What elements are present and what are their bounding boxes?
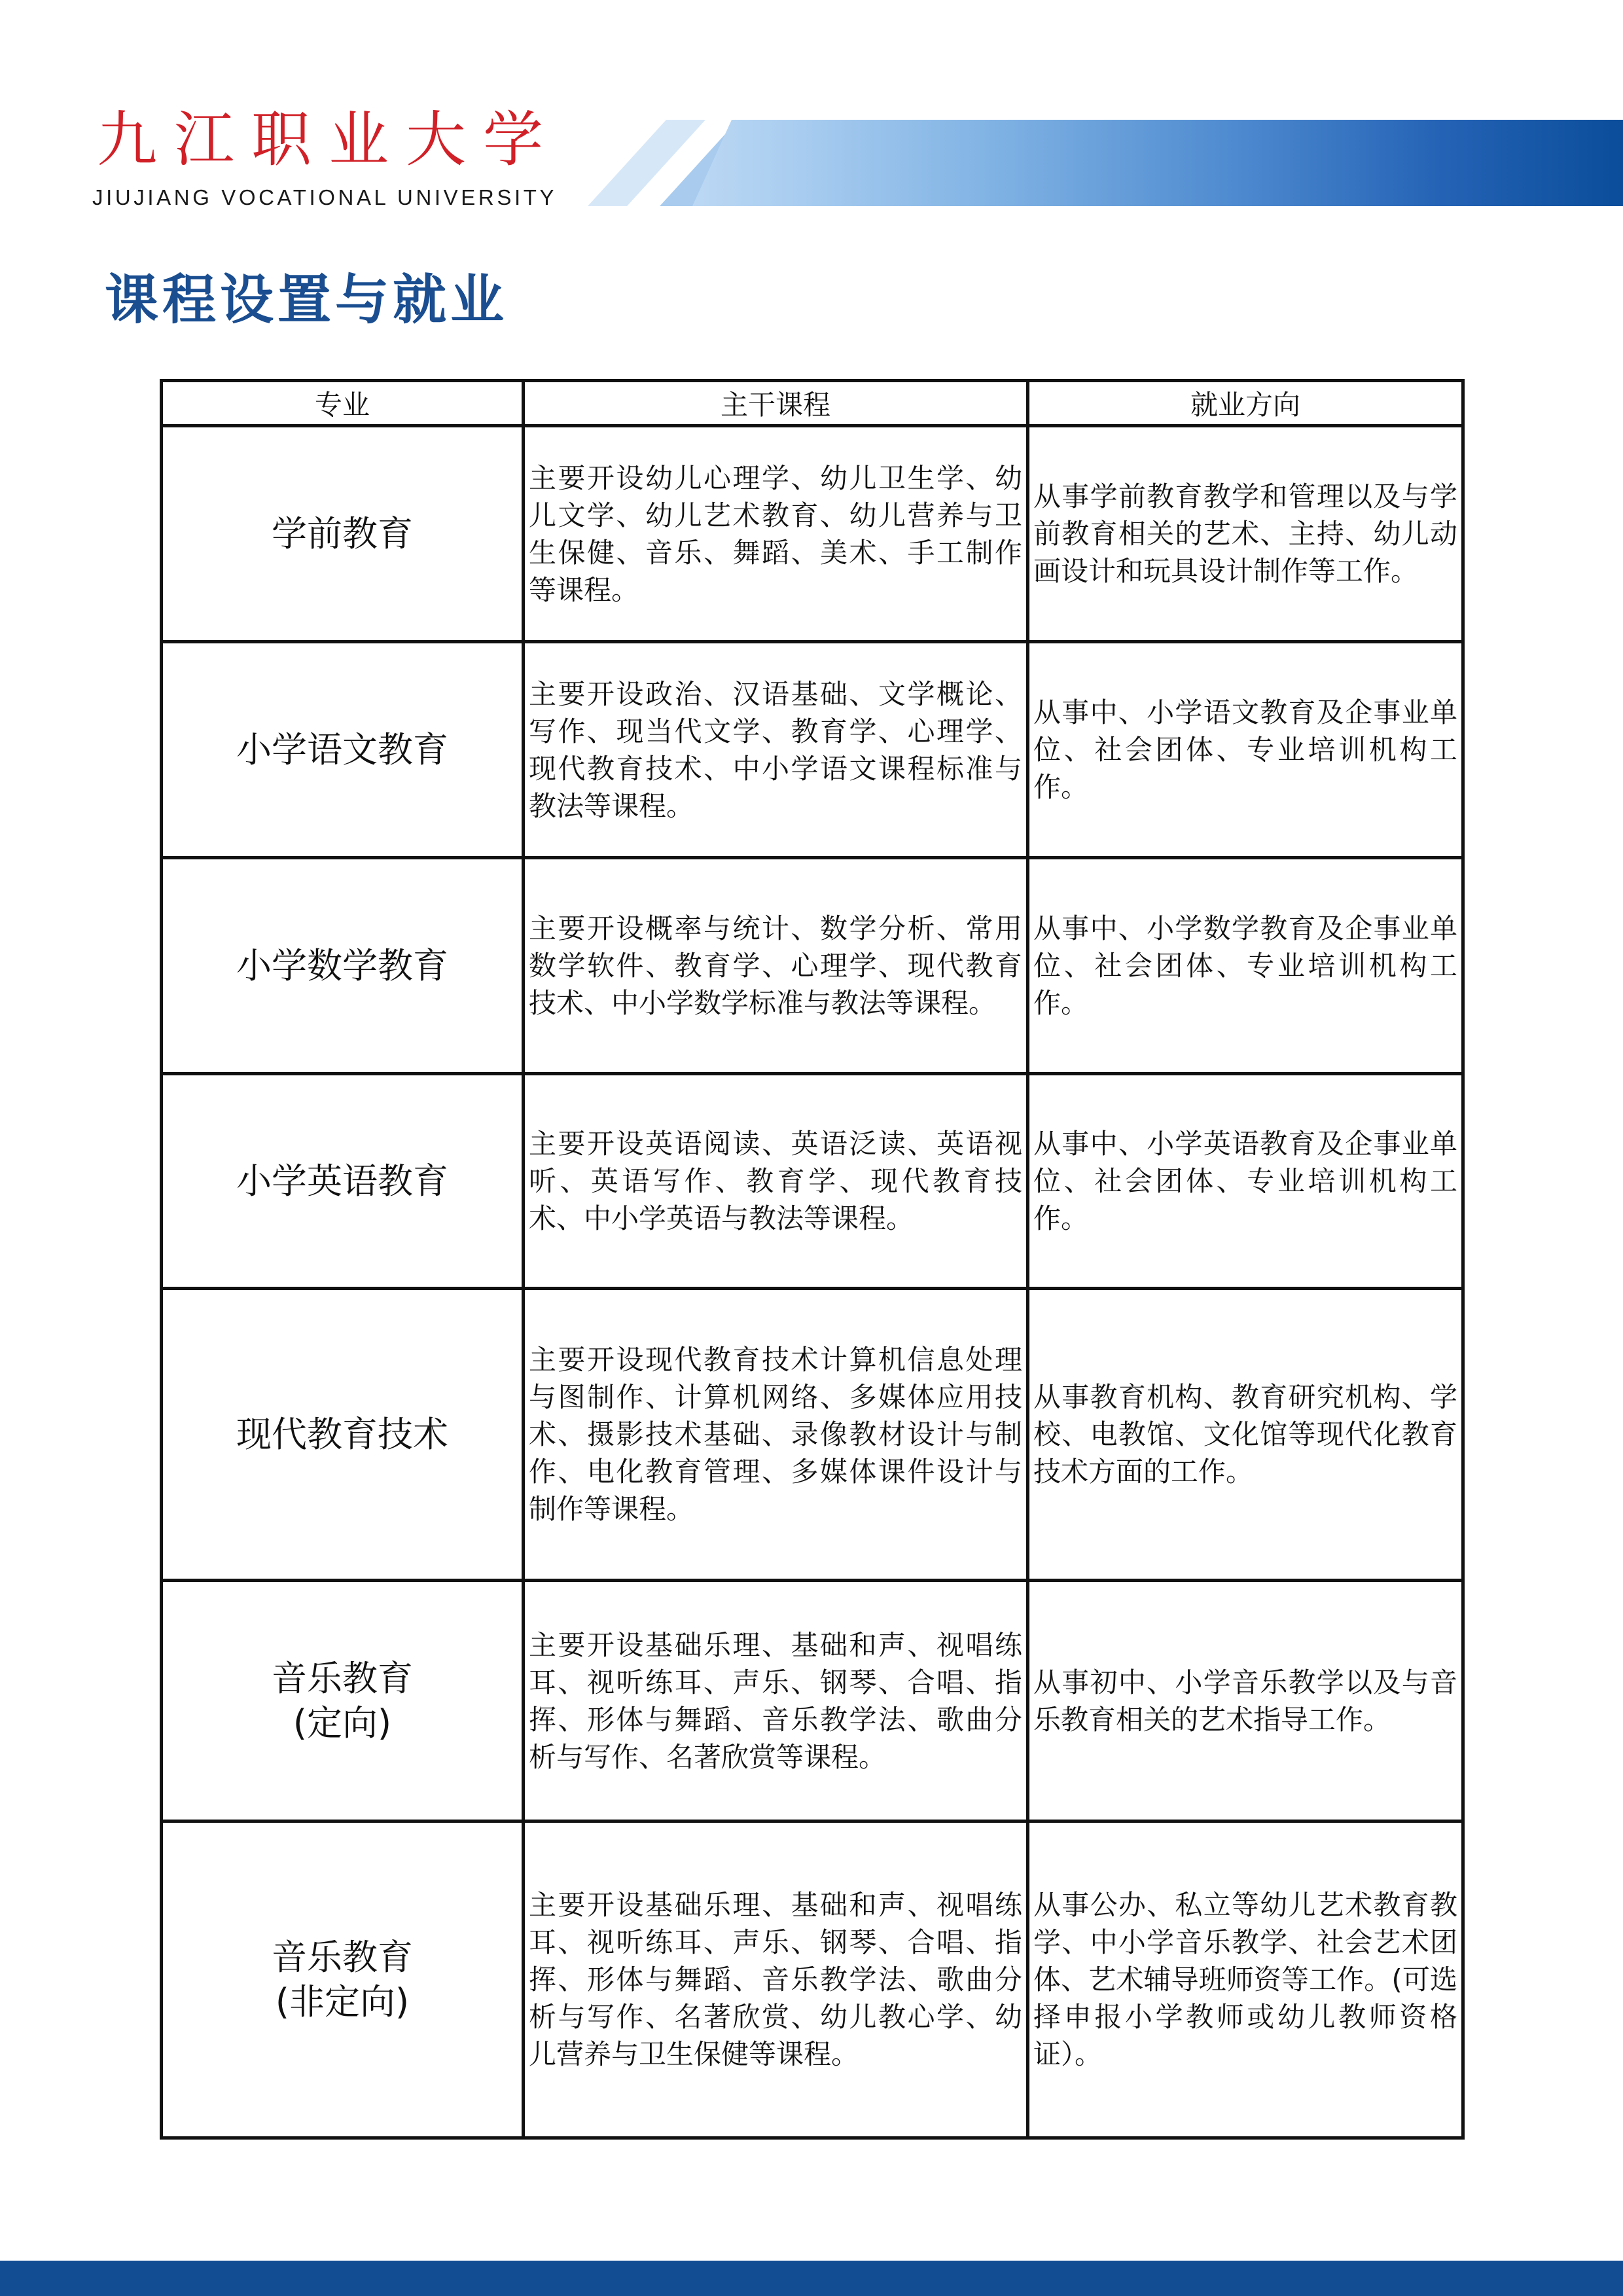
major-cell [162,1581,524,1821]
courses-cell: 主要开设现代教育技术计算机信息处理与图制作、计算机网络、多媒体应用技术、摄影技术基础、录像教材设计与制作、电化教育管理、多媒体课件设计与制作等课程。 [524,1289,1028,1581]
page-title: 课程设置与就业 [105,269,508,331]
courses-cell: 主要开设概率与统计、数学分析、常用数学软件、教育学、心理学、现代教育技术、中小学数学标准与教法等课程。 [524,858,1028,1074]
courses-cell: 主要开设幼儿心理学、幼儿卫生学、幼儿文学、幼儿艺术教育、幼儿营养与卫生保健、音乐、舞蹈、美术、手工制作等课程。 [524,426,1028,642]
header-careers: 就业方向 [1028,381,1463,426]
table-row [162,858,1463,1074]
university-logo-english: JIUJIANG VOCATIONAL UNIVERSITY [92,185,558,209]
university-logo-chinese: 九江职业大学 [97,105,561,175]
header-decorative-band [588,120,1623,206]
band-gradient [588,120,1623,206]
table-row [162,642,1463,858]
careers-cell: 从事学前教育教学和管理以及与学前教育相关的艺术、主持、幼儿动画设计和玩具设计制作等工作。 [1028,426,1463,642]
major-qualifier: (非定向) [275,1981,410,2022]
careers-cell: 从事中、小学英语教育及企事业单位、社会团体、专业培训机构工作。 [1028,1074,1463,1289]
footer-bar [0,2261,1623,2296]
major-name: 小学语文教育 [236,728,448,770]
table-row [162,1581,1463,1821]
major-name: 现代教育技术 [236,1413,448,1455]
courses-cell: 主要开设基础乐理、基础和声、视唱练耳、视听练耳、声乐、钢琴、合唱、指挥、形体与舞蹈、音乐教学法、歌曲分析与写作、名著欣赏、幼儿教心学、幼儿营养与卫生保健等课程。 [524,1821,1028,2138]
careers-cell: 从事中、小学数学教育及企事业单位、社会团体、专业培训机构工作。 [1028,858,1463,1074]
courses-cell: 主要开设政治、汉语基础、文学概论、写作、现当代文学、教育学、心理学、现代教育技术、中小学语文课程标准与教法等课程。 [524,642,1028,858]
courses-cell: 主要开设基础乐理、基础和声、视唱练耳、视听练耳、声乐、钢琴、合唱、指挥、形体与舞蹈、音乐教学法、歌曲分析与写作、名著欣赏等课程。 [524,1581,1028,1821]
table-row [162,1821,1463,2138]
table-row [162,1289,1463,1581]
major-cell [162,1289,524,1581]
courses-cell: 主要开设英语阅读、英语泛读、英语视听、英语写作、教育学、现代教育技术、中小学英语与教法等课程。 [524,1074,1028,1289]
careers-cell: 从事教育机构、教育研究机构、学校、电教馆、文化馆等现代化教育技术方面的工作。 [1028,1289,1463,1581]
curriculum-table [160,379,1465,2140]
major-qualifier: (定向) [293,1702,392,1744]
major-name: 音乐教育 [272,1936,413,1978]
major-name: 小学英语教育 [236,1160,448,1202]
table-row [162,1074,1463,1289]
major-name: 学前教育 [272,512,413,554]
major-name: 音乐教育 [272,1657,413,1699]
header-courses: 主干课程 [524,381,1028,426]
major-name: 小学数学教育 [236,944,448,986]
major-cell [162,642,524,858]
major-cell [162,426,524,642]
major-cell [162,858,524,1074]
header-major: 专业 [162,381,524,426]
careers-cell: 从事公办、私立等幼儿艺术教育教学、中小学音乐教学、社会艺术团体、艺术辅导班师资等工作。(可选择申报小学教师或幼儿教师资格证）。 [1028,1821,1463,2138]
table-row [162,426,1463,642]
major-cell [162,1821,524,2138]
table-header-row [162,381,1463,426]
careers-cell: 从事中、小学语文教育及企事业单位、社会团体、专业培训机构工作。 [1028,642,1463,858]
major-cell [162,1074,524,1289]
careers-cell: 从事初中、小学音乐教学以及与音乐教育相关的艺术指导工作。 [1028,1581,1463,1821]
